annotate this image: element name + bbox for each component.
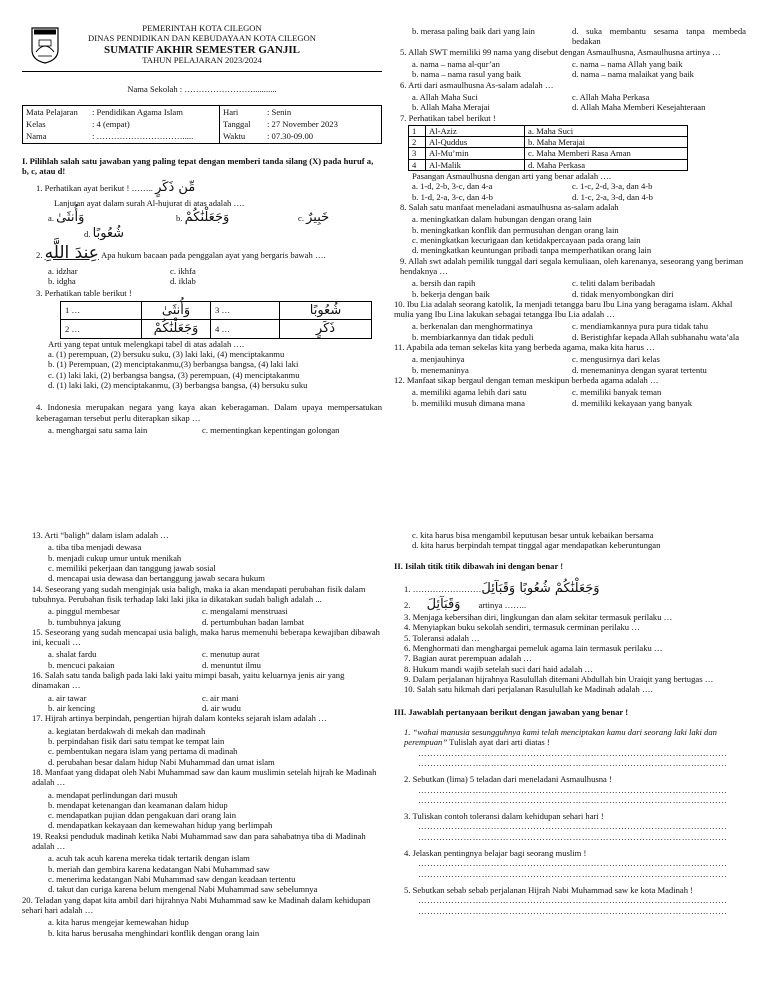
top-right-column [394,26,746,408]
header-line-1: PEMERINTAH KOTA CILEGON [142,23,262,33]
option-a: a. kegiatan berdakwah di mekah dan madinah [48,725,206,736]
option-d: d. iklab [170,275,196,286]
option-a: a. air tawar [48,692,87,703]
option-b: b. meningkatkan konflik dan permusuhan dengan orang lain [412,224,619,235]
essay-4: 4. Jelaskan pentingnya belajar bagi seorang muslim ! [404,848,587,859]
option-b: b. air kencing [48,703,96,713]
table-cell: 1 [409,125,426,136]
question-1-instruction: Lanjutan ayat dalam surah Al-hujurat di atas adalah …. [54,197,245,208]
option-b: b. merasa paling baik dari yang lain [412,26,535,36]
info-value: : Pendidikan Agama Islam [89,105,220,118]
question-2-arabic: عِندَ اللَّهِ [44,243,99,264]
table-cell-arabic: شُعُوبًا [309,302,342,318]
option-a: a. idzhar [48,265,78,276]
option-d: d. meningkatkan keuntungan pribadi tanpa memperhatikan orang lain [412,245,652,256]
table-cell: Al-Aziz [426,125,525,136]
table-cell: 1 … [61,301,142,320]
section-2-items [404,581,746,695]
question-16: 16. Salah satu tanda baligh pada laki laki yaitu mimpi basah, yaitu keluarnya jenis air yang dinamakan … [32,670,345,691]
answer-line[interactable]: ………………………………………………………………………………………… [418,868,728,879]
question-6-options [412,92,746,113]
option-c: c. خَبِيرٌ [298,210,330,226]
option-a: a. 1-d, 2-b, 3-c, dan 4-a [412,181,493,192]
section-2-title: II. Isilah titik titik dibawah ini dengan benar ! [394,560,564,571]
question-17-options [48,726,382,767]
info-label: Kelas [26,118,46,129]
answer-line[interactable]: ………………………………………………………………………………………… [418,858,728,869]
option-d: d. air wudu [202,703,241,713]
question-1-options [48,210,382,226]
option-b: b. kita harus berusaha menghindari konflik dengan orang lain [48,927,260,938]
info-value: : 07.30-09.00 [267,131,314,142]
option-b: b. nama – nama rasul yang baik [412,69,522,80]
question-13: 13. Arti “baligh” dalam islam adalah … [32,530,169,540]
table-cell: 3 … [211,301,280,320]
question-8-options [412,214,746,255]
table-cell: 3 [409,148,426,159]
table-cell: b. Maha Merajai [525,137,688,148]
question-12: 12. Manfaat sikap bergaul dengan teman meskipun berbeda agama adalah … [394,375,659,385]
option-d: d. mendapatkan kekayaan dan kemewahan hidup yang berlimpah [48,820,273,831]
option-b: b. وَجَعَلْنَٰكُمْ [176,210,230,226]
question-3: 3. Perhatikan table berikut ! [36,288,132,299]
bottom-right-column [394,530,746,916]
question-2-text: Apa hukum bacaan pada penggalan ayat yang bergaris bawah …. [101,250,326,261]
question-7-instruction: Pasangan Asmaulhusna dengan arti yang benar adalah …. [412,171,612,182]
table-cell: a. Maha Suci [525,125,688,136]
info-value: : 4 (empat) [89,118,220,130]
option-c: c. ikhfa [170,265,196,276]
answer-line[interactable]: ………………………………………………………………………………………… [418,747,728,758]
question-1-arabic: مِّن ذَكَرٍ [155,180,196,196]
table-cell: 4 [409,159,426,170]
fill-item-7: 7. Bagian aurat perempuan adalah … [404,653,532,664]
option-c: c. kita harus bisa mengambil keputusan besar untuk kebaikan bersama [412,530,654,540]
option-d: d. memiliki kekayaan yang banyak [572,397,693,408]
question-7-table [408,125,688,171]
option-a: a. mendapat perlindungan dari musuh [48,789,178,800]
option-c: c. mengalami menstruasi [202,606,288,617]
question-14-options [48,606,382,627]
option-c: c. menerima kedatangan Nabi Muhammad saw dengan keadaan tertentu [48,874,296,884]
option-a: a. وَأُنثَىٰ [48,210,85,226]
option-b: b. Allah Maha Merajai [412,102,490,113]
option-a: a. kita harus mengejar kemewahan hidup [48,917,189,928]
option-a: a. acuh tak acuh karena mereka tidak tertarik dengan islam [48,853,250,864]
answer-line[interactable]: ………………………………………………………………………………………… [418,757,728,768]
option-a: a. nama – nama al-qur’an [412,58,500,69]
option-c: c. mendapatkan pujian ddan pengakuan dari orang lain [48,810,237,821]
option-a: a. menghargai satu sama lain [48,424,148,435]
question-2 [36,243,382,263]
fill-item-9: 9. Dalam perjalanan hijrahnya Rasulullah ditemani Abdullah bin Uraiqit yang bertugas … [404,674,714,684]
option-d: d. nama – nama malaikat yang baik [572,69,694,80]
answer-line[interactable]: ………………………………………………………………………………………… [418,905,728,916]
essay-5: 5. Sebutkan sebab sebab perjalanan Hijrah Nabi Muhammad saw ke kota Madinah ! [404,885,693,895]
option-c: c. menutup aurat [202,649,260,660]
option-b: b. (1) Perempuan, (2) menciptakanmu,(3) berbangsa bangsa, (4) laki laki [48,359,299,370]
question-18-options [48,790,382,831]
table-cell-arabic: ذَكَرٍ [315,321,336,337]
question-13-options [48,542,382,583]
option-b: b. tumbuhnya jakung [48,616,121,627]
option-b: b. mendapat ketenangan dan keamanan dalam hidup [48,799,228,810]
option-a: a. tiba tiba menjadi dewasa [48,542,142,553]
question-15-options [48,649,382,670]
option-a: a. memiliki agama lebih dari satu [412,387,527,398]
letterhead [22,4,382,66]
fill-item-10: 10. Salah satu hikmah dari perjalanan Rasulullah ke Madinah adalah …. [404,684,653,695]
fill-item-1: 1. ……………………وَجَعَلْنَٰكُمْ شُعُوبًا وَقَبَآئِلَ [404,580,600,596]
option-d: d. Allah Maha Memberi Kesejahteraan [572,102,706,113]
option-b: b. menjadi cukup umur untuk menikah [48,552,182,563]
question-2-options [48,266,288,287]
question-1 [36,180,382,196]
header-line-2: DINAS PENDIDIKAN DAN KEBUDAYAAN KOTA CILEGON [88,32,316,43]
option-a: a. menjauhinya [412,354,465,365]
exam-info-table [22,105,382,144]
table-cell: d. Maha Perkasa [525,159,688,170]
section-3-title: III. Jawablah pertanyaan berikut dengan jawaban yang benar ! [394,706,629,717]
cilegon-logo-icon [30,26,60,64]
question-5: 5. Allah SWT memiliki 99 nama yang disebut dengan Asmaulhusna, Asmaulhusna artinya … [400,46,721,57]
question-8: 8. Salah satu manfaat meneladani asmaulhusna as-salam adalah [400,202,619,212]
option-d: d. 1-c, 2-a, 3-d, dan 4-b [572,191,653,202]
question-2-number: 2. [36,250,43,261]
option-c: c. meningkatkan kecurigaan dan ketidakpercayaan pada orang lain [412,234,641,245]
answer-line[interactable]: ………………………………………………………………………………………… [418,895,728,906]
table-cell: Al-Malik [426,159,525,170]
question-18: 18. Manfaat yang didapat oleh Nabi Muhammad saw dan kaum muslimin setelah hijrah ke Madinah adalah … [32,766,377,788]
option-a: a. bersih dan rapih [412,278,476,289]
option-b: b. idgha [48,275,76,286]
option-d: d. mencapai usia dewasa dan bertanggung jawab secara hukum [48,573,265,584]
question-20-options-cont [412,530,746,551]
question-12-options [412,387,746,408]
option-c: c. nama – nama Allah yang baik [572,58,683,69]
question-7-options [412,181,746,202]
option-c: c. Allah Maha Perkasa [572,91,650,102]
fill-item-2: 2. وَقَبَآئِلَ artinya …….. [404,596,527,612]
table-cell: 2 [409,137,426,148]
question-3-instruction: Arti yang tepat untuk melengkapi tabel di atas adalah …. [48,338,245,349]
table-cell: 2 … [61,320,142,339]
question-10-options [412,321,746,342]
question-9-options [412,278,746,299]
top-left-column [22,4,382,435]
fill-item-8: 8. Hukum mandi wajib setelah suci dari haid adalah … [404,663,594,674]
question-7: 7. Perhatikan tabel berikut ! [400,112,496,123]
option-d: d. Beristighfar kepada Allah subhanahu wata’ala [572,331,740,342]
fill-item-6: 6. Menghormati dan menghargai pemeluk agama lain termasuk perilaku … [404,643,663,654]
info-value: : …………………………..... [89,130,220,143]
table-cell-arabic: وَأُنثَىٰ [161,302,191,318]
section-1-title: I. Pilihlah salah satu jawaban yang paling tepat dengan memberi tanda silang (X) pada huruf a, b, c, atau d! [22,155,374,176]
essay-2: 2. Sebutkan (lima) 5 teladan dari meneladani Asmaulhusna ! [404,774,612,785]
question-14: 14. Seseorang yang sudah menginjak usia baligh, maka ia akan mendapati perubahan fisik dalam tubuhnya. Perubahan fisik terhadap laki laki jika ia dikatakan sudah baligh adalah ... [32,583,366,604]
option-b: b. perpindahan fisik dari satu tempat ke tempat lain [48,735,225,746]
option-a: a. (1) perempuan, (2) bersuku suku, (3) laki laki, (4) menciptakanmu [48,349,285,360]
info-label: Nama [26,131,47,142]
option-c: c. 1-c, 2-d, 3-a, dan 4-b [572,181,653,192]
answer-line[interactable]: ………………………………………………………………………………………… [418,794,728,805]
option-c: c. pembentukan negara islam yang pertama di madinah [48,746,238,757]
bottom-left-column [22,530,382,938]
fill-item-4: 4. Menyiapkan buku sekolah sendiri, termasuk cerminan perilaku … [404,622,640,633]
option-a: a. Allah Maha Suci [412,91,478,102]
info-label: Tanggal [223,118,251,129]
info-label: Hari [223,106,239,117]
option-c: c. memiliki banyak teman [572,387,662,398]
option-c: c. teliti dalam beribadah [572,278,656,289]
fill-item-5: 5. Toleransi adalah … [404,632,480,643]
question-20: 20. Teladan yang dapat kita ambil dari hijrahnya Nabi Muhammad saw ke Madinah dalam kehidupan sehari hari adalah … [22,894,371,915]
option-a: a. meningkatkan dalam hubungan dengan orang lain [412,214,592,225]
table-cell: c. Maha Memberi Rasa Aman [525,148,688,159]
table-cell: Al-Mu’min [426,148,525,159]
option-c: c. memiliki pekerjaan dan tanggung jawab sosial [48,562,216,573]
option-a: a. pinggul membesar [48,606,120,617]
table-cell: Al-Quddus [426,137,525,148]
question-1-text: 1. Perhatikan ayat berikut ! …….. [36,183,153,194]
option-b: b. memiliki musuh dimana mana [412,397,525,408]
option-a: a. berkenalan dan menghormatinya [412,321,533,332]
school-name-line: Nama Sekolah : ……………………........... [127,84,277,95]
option-c: c. mendiamkannya pura pura tidak tahu [572,321,709,332]
option-d: d. kita harus berpindah tempat tinggal agar mendapatkan keberuntungan [412,540,661,551]
fill-item-3: 3. Menjaga kebersihan diri, lingkungan dan alam sekitar termasuk perilaku … [404,612,673,623]
question-15: 15. Seseorang yang sudah mencapai usia baligh, maka harus memenuhi beberapa kewajiban dibawah ini, kecuali … [32,626,380,648]
question-4: 4. Indonesia merupakan negara yang kaya akan keberagaman. Dalam upaya mempersatukan keberagaman tersebut perlu diterapkan sikap … [36,402,382,423]
option-d: d. tidak menyombongkan diri [572,288,674,299]
question-17: 17. Hijrah artinya berpindah, pengertian hijrah dalam konteks sejarah islam adalah … [32,713,327,724]
question-5-options [412,59,746,80]
option-b: b. membiarkannya dan tidak peduli [412,331,534,342]
school-year: TAHUN PELAJARAN 2023/2024 [142,55,262,66]
answer-line[interactable]: ………………………………………………………………………………………… [418,821,728,832]
question-11: 11. Apabila ada teman sekelas kita yang berbeda agama, maka kita harus … [394,342,655,353]
essay-3: 3. Tuliskan contoh toleransi dalam kehidupan sehari hari ! [404,811,604,822]
header-divider [22,71,382,72]
option-c: c. air mani [202,692,239,703]
info-label: Waktu [223,131,246,142]
question-4-options [48,425,382,435]
option-d: d. (1) laki laki, (2) menciptakanmu, (3) berbangsa bangsa, (4) bersuku suku [48,380,308,390]
question-9: 9. Allah swt adalah pemilik tunggal dari segala kemuliaan, oleh karenanya, seseorang yang beriman hendaknya … [400,255,744,276]
answer-line[interactable]: ………………………………………………………………………………………… [418,831,728,842]
info-value: : Senin [267,106,292,117]
question-10: 10. Ibu Lia adalah seorang katolik, Ia menjadi tetangga baru Ibu Lina yang beragama islam. Akhal mulia yang Ibu Lina lakukan sebagai tetangga Ibu Lia adalah … [394,298,733,320]
option-b: b. meriah dan gembira karena kedatangan Nabi Muhammad saw [48,863,270,874]
option-a: a. shalat fardu [48,649,97,660]
question-4-options-cont [412,26,746,47]
question-16-options [48,693,382,714]
question-6: 6. Arti dari asmaulhusna As-salam adalah … [400,79,554,90]
option-d: d. شُعُوبًا [84,225,125,241]
option-b: b. 1-d, 2-a, 3-c, dan 4-b [412,191,493,202]
question-3-table [60,301,372,339]
option-c: c. mengusirnya dari kelas [572,354,660,365]
option-d: d. perubahan besar dalam hidup Nabi Muhammad dan umat islam [48,756,275,767]
option-c: c. (1) laki laki, (2) berbangsa bangsa, (3) perempuan, (4) menciptakanmu [48,369,300,380]
question-3-options [48,349,382,390]
section-3-items [404,727,746,916]
option-b: b. mencuci pakaian [48,659,115,670]
option-b: b. menemaninya [412,364,469,375]
option-d: d. pertumbuhan badan lambat [202,616,305,627]
info-value: : 27 November 2023 [267,118,338,129]
essay-1: 1. “wahai manusia sesungguhnya kami telah menciptakan kamu dari seorang laki laki dan perempuan” Tulislah ayat dari arti diatas ! [404,726,717,748]
question-20-options [48,917,382,938]
option-b: b. bekerja dengan baik [412,288,490,299]
exam-title: SUMATIF AKHIR SEMESTER GANJIL [104,43,300,56]
option-c: c. mementingkan kepentingan golongan [202,424,340,435]
question-19-options [48,853,382,894]
option-d: d. takut dan curiga karena belum mengenal Nabi Muhammad saw sebelumnya [48,884,318,895]
option-d: d. menuntut ilmu [202,659,261,670]
table-cell: 4 … [211,320,280,339]
option-d: d. suka membantu sesama tanpa membeda bedakan [572,26,746,47]
info-label: Mata Pelajaran [26,106,78,117]
question-11-options [412,354,746,375]
question-19: 19. Reaksi penduduk madinah ketika Nabi Muhammad saw dan para sahabatnya tiba di Madinah adalah … [32,830,366,852]
option-d: d. menemaninya dengan syarat tertentu [572,364,707,375]
table-cell-arabic: وَجَعَلْنَٰكُمْ [153,321,199,337]
answer-line[interactable]: ………………………………………………………………………………………… [418,784,728,795]
